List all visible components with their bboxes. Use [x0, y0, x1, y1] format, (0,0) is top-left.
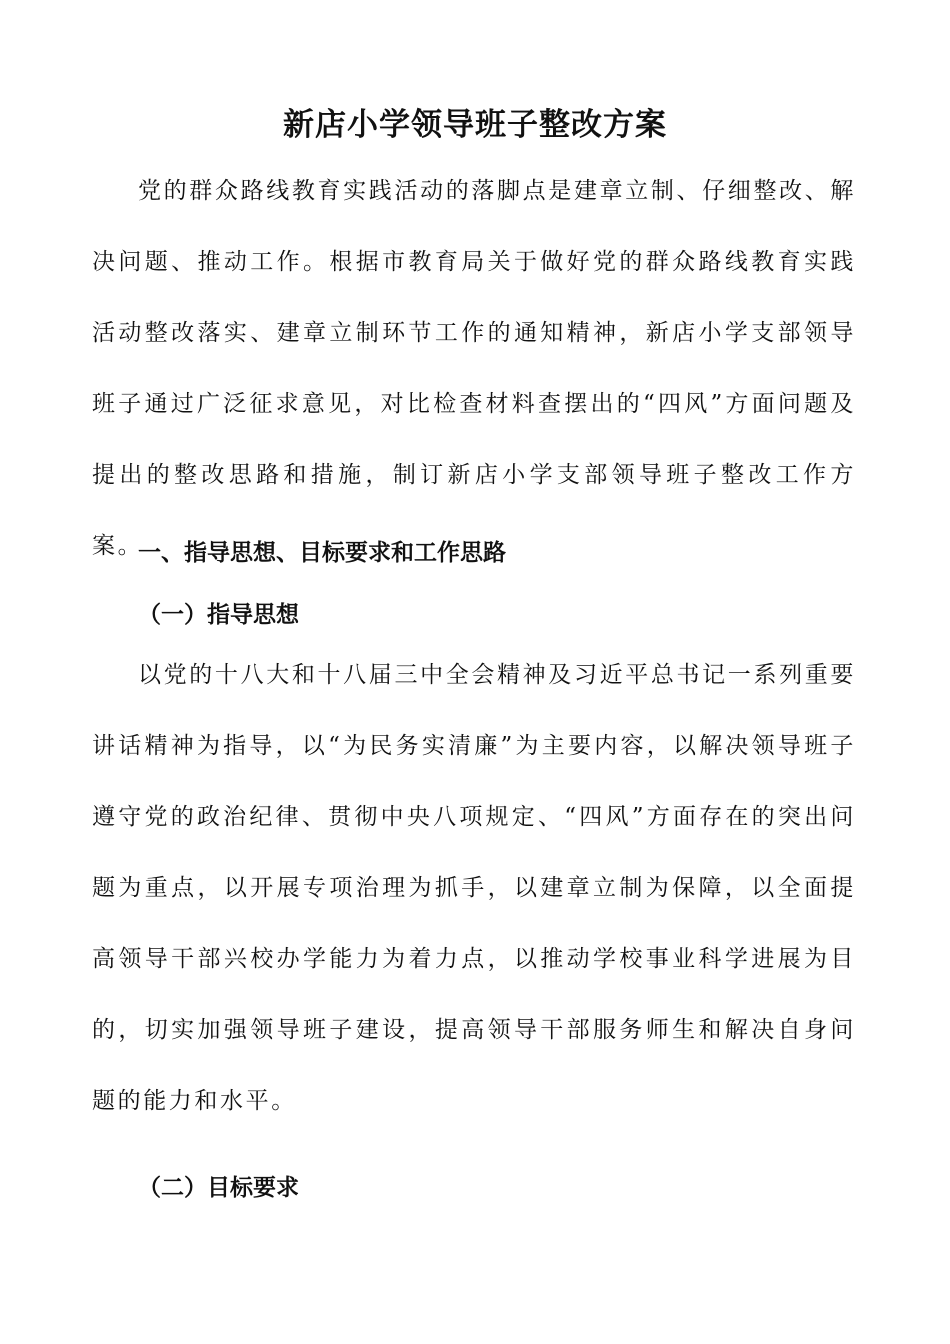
intro-paragraph: 党的群众路线教育实践活动的落脚点是建章立制、仔细整改、解决问题、推动工作。根据市教育局关于做好党的群众路线教育实践活动整改落实、建章立制环节工作的通知精神，新店小学支部领导班子通过广泛征求意见，对比检查材料查摆出的“四风”方面问题及提出的整改思路和措施，制订新店小学支部领导班子整改工作方案。 — [92, 178, 856, 559]
guiding-thought-paragraph: 以党的十八大和十八届三中全会精神及习近平总书记一系列重要讲话精神为指导，以“为民务实清廉”为主要内容，以解决领导班子遵守党的政治纪律、贯彻中央八项规定、“四风”方面存在的突出问题为重点，以开展专项治理为抓手，以建章立制为保障，以全面提高领导干部兴校办学能力为着力点，以推动学校事业科学进展为目的，切实加强领导班子建设，提高领导干部服务师生和解决自身问题的能力和水平。 — [92, 662, 856, 1114]
document-title: 新店小学领导班子整改方案 — [283, 107, 667, 143]
section-heading-guiding-principles: 一、指导思想、目标要求和工作思路 — [138, 540, 506, 566]
subsection-heading-goals: （二）目标要求 — [138, 1175, 299, 1201]
subsection-heading-guiding-thought: （一）指导思想 — [138, 602, 299, 628]
